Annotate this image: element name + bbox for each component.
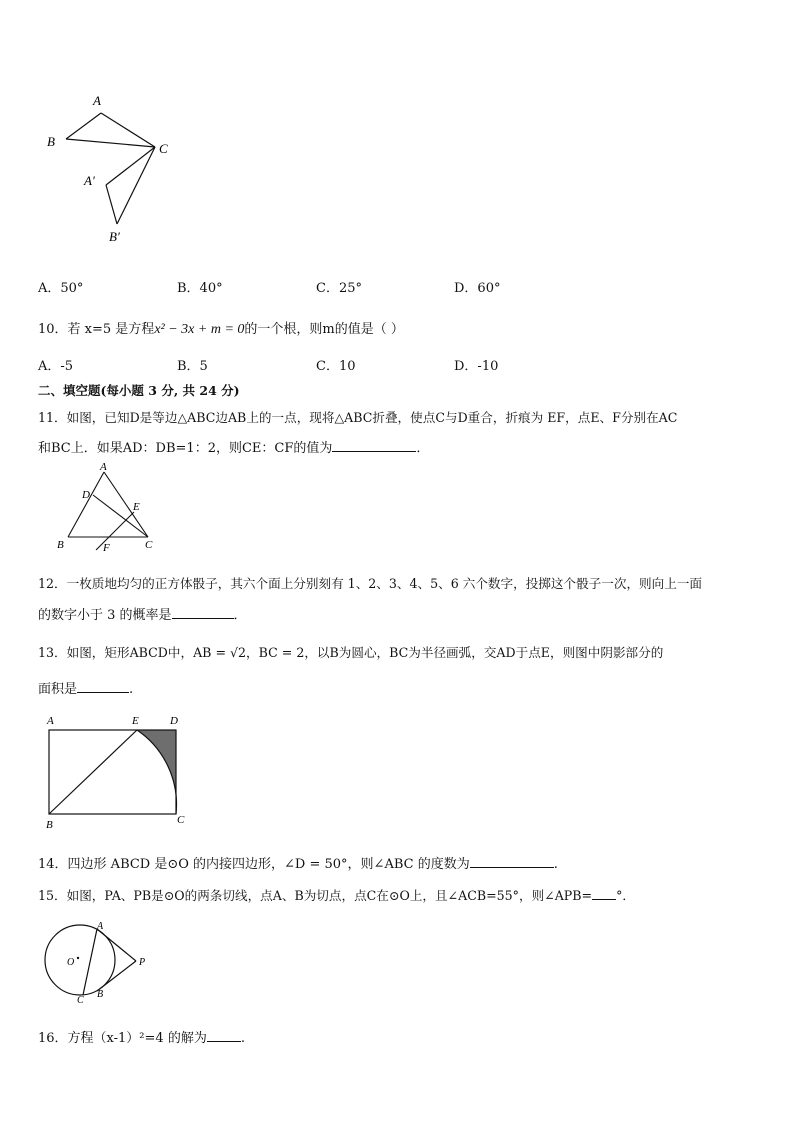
q16-text-before: 16．方程（x-1）²=4 的解为 [38,1031,207,1046]
q12-text-after: ． [233,608,247,623]
q16-stem [38,1027,245,1046]
tangent-pa [97,929,136,961]
figure-q11 [52,460,164,565]
q10-option-c: C．10 [316,359,356,374]
label-b: B [57,539,64,551]
q14-stem [38,853,558,872]
tangent-pb [97,961,136,991]
label-a: A [93,93,101,108]
q11-line1: 11．如图，已知D是等边△ABC边AB上的一点，现将△ABC折叠，使点C与D重合，折痕为 EF，点E、F分别在AC [38,410,678,425]
q12-text-before: 的数字小于 3 的概率是 [38,608,172,623]
label-b: B [46,819,53,831]
label-e: E [132,715,139,727]
label-d: D [170,715,178,727]
q11-text-after: ． [416,441,430,456]
label-a: A [100,461,107,473]
q9-option-b: B．40° [177,281,223,296]
label-p: P [139,957,146,968]
q15-text-after: °． [616,888,635,903]
q14-answer-blank[interactable] [470,854,554,868]
label-b: B [47,134,55,149]
segment-b1c [117,147,155,224]
label-c: C [177,814,185,826]
segment-a1c [106,147,155,185]
q9-option-d: D．60° [454,281,501,296]
segment-ab [68,472,104,537]
label-c: C [145,539,153,551]
q15-text-before: 15．如图，PA、PB是⊙O的两条切线，点A、B为切点，点C在⊙O上，且∠ACB=55°，则∠APB= [38,888,593,903]
label-c: C [159,141,168,156]
q15-stem [38,885,635,904]
q14-text-before: 14．四边形 ABCD 是⊙O 的内接四边形，∠D = 50°，则∠ABC 的度数为 [38,857,470,872]
q14-text-after: . [553,857,558,872]
q9-option-c: C．25° [316,281,362,296]
q10-option-a: A．-5 [38,359,74,374]
q16-answer-blank[interactable] [207,1028,241,1042]
q13-line2 [38,678,133,697]
segment-ac [101,113,155,147]
q11-text-before: 和BC上．如果AD：DB=1：2，则CE：CF的值为 [38,441,333,456]
segment-a1b1 [106,185,117,224]
q11-line2 [38,437,429,456]
label-f: F [103,542,110,554]
label-b: B [97,989,104,1000]
label-b-prime: B′ [109,229,120,244]
segment-bc [66,139,155,147]
figure-q9 [40,90,190,250]
q10-text-before: 10．若 x=5 是方程 [38,322,155,337]
q12-answer-blank[interactable] [172,605,234,619]
q11-answer-blank[interactable] [332,438,416,452]
q13-line1: 13．如图，矩形ABCD中，AB = √2，BC = 2，以B为圆心，BC为半径画弧，交AD于点E，则图中阴影部分的 [38,645,664,660]
q13-text-before: 面积是 [38,682,78,697]
q13-text-after: . [129,682,134,697]
section-2-heading: 二、填空题(每小题 3 分, 共 24 分) [38,383,240,398]
q10-text-after: 的一个根，则m的值是（ ） [244,322,404,337]
label-d: D [82,489,90,501]
label-e: E [133,501,140,513]
center-dot [77,957,79,959]
q10-option-d: D．-10 [454,359,499,374]
q15-answer-blank[interactable] [592,886,616,900]
q12-line2 [38,604,247,623]
segment-ab [66,113,101,139]
segment-ac [104,472,148,537]
label-a: A [47,715,54,727]
fold-line-ef [96,512,134,550]
q10-equation: x² − 3x + m = 0 [154,322,245,337]
q12-line1: 12．一枚质地均匀的正方体骰子，其六个面上分别刻有 1、2、3、4、5、6 六个数字，投掷这个骰子一次，则向上一面 [38,576,703,591]
q10-stem [38,318,404,338]
figure-q13 [40,710,200,835]
label-o: O [67,957,75,968]
q9-option-a: A．50° [38,281,84,296]
segment-be [49,730,137,814]
q16-text-after: . [240,1031,245,1046]
figure-q15 [40,918,160,1003]
label-a-prime: A′ [84,173,95,188]
q13-answer-blank[interactable] [77,679,129,693]
label-c: C [77,995,84,1003]
label-a: A [97,921,104,932]
chord-ca [83,929,97,995]
segment-dc [93,495,148,537]
q10-option-b: B．5 [177,359,208,374]
